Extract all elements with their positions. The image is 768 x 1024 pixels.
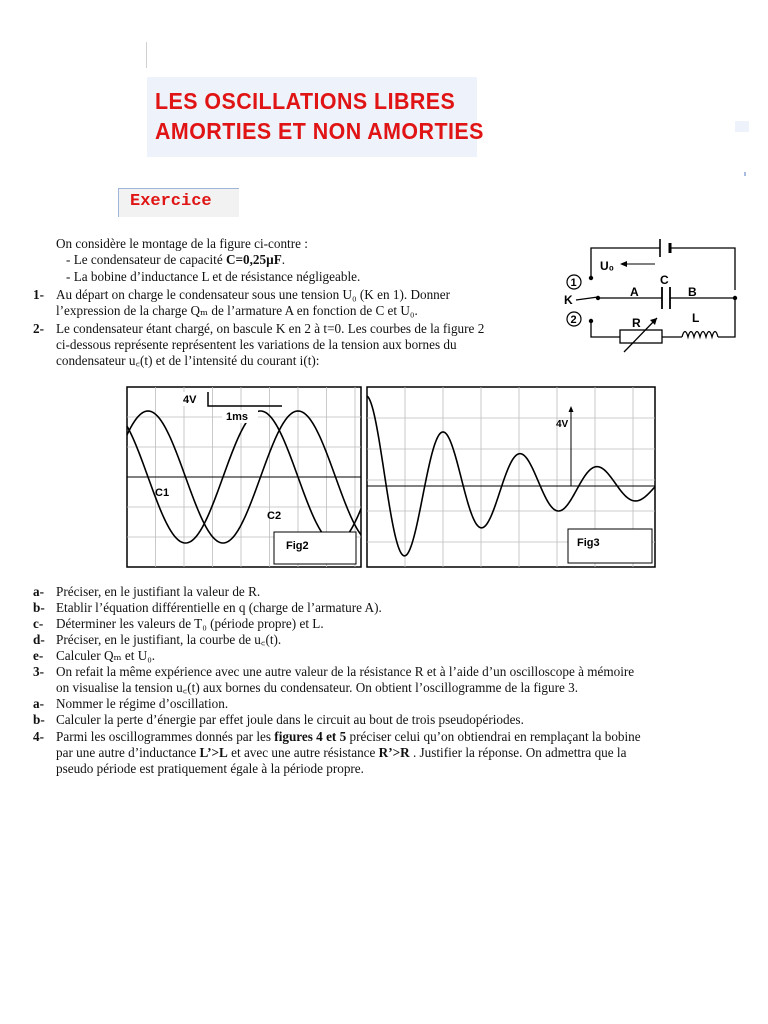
q2c-text: Déterminer les valeurs de T₀ (période propre) et L.: [56, 616, 324, 631]
q3-line-1: On refait la même expérience avec une autre valeur de la résistance R et à l’aide d’un oscilloscope à mémoire: [56, 664, 635, 679]
q4-line-1: Parmi les oscillogrammes donnés par les figures 4 et 5 préciser celui qu’on obtiendrai en remplaçant la bobine: [56, 729, 641, 744]
intro-item-capacitor: - Le condensateur de capacité C=0,25µF.: [66, 252, 286, 267]
q1-line-2: l’expression de la charge Qₘ de l’armature A en fonction de C et U₀.: [56, 303, 418, 318]
decor-block: [735, 121, 749, 132]
q4-line-3: pseudo période est pratiquement égale à la période propre.: [56, 761, 364, 776]
circuit-label-a: A: [630, 285, 639, 299]
circuit-label-c: C: [660, 273, 669, 287]
q2a-number: a-: [33, 584, 44, 599]
q2b-text: Etablir l’équation différentielle en q (charge de l’armature A).: [56, 600, 382, 615]
fig2-label: Fig2: [286, 540, 309, 552]
title-line-2: AMORTIES ET NON AMORTIES: [155, 118, 484, 144]
q4-number: 4-: [33, 729, 44, 744]
circuit-label-b: B: [688, 285, 697, 299]
fig3-scale-volt: 4V: [556, 419, 569, 430]
q3-number: 3-: [33, 664, 44, 679]
q2-line-2: ci-dessous représente représentent les variations de la tension aux bornes du: [56, 337, 457, 352]
circuit-label-k: K: [564, 293, 573, 307]
q1-number: 1-: [33, 287, 44, 302]
q2-line-1: Le condensateur étant chargé, on bascule K en 2 à t=0. Les courbes de la figure 2: [56, 321, 485, 336]
margin-line: [146, 42, 147, 68]
q2a-text: Préciser, en le justifiant la valeur de R.: [56, 584, 261, 599]
circuit-label-r: R: [632, 316, 641, 330]
q2c-number: c-: [33, 616, 44, 631]
circuit-label-pos2: 2: [570, 314, 577, 326]
decor-tick: [744, 172, 746, 176]
q3a-number: a-: [33, 696, 44, 711]
q3b-number: b-: [33, 712, 45, 727]
q3b-text: Calculer la perte d’énergie par effet joule dans le circuit au bout de trois pseudopériodes.: [56, 712, 524, 727]
circuit-diagram: [560, 234, 745, 370]
q1-line-1: Au départ on charge le condensateur sous une tension U₀ (K en 1). Donner: [56, 287, 451, 302]
title-line-1: LES OSCILLATIONS LIBRES: [155, 88, 456, 114]
figure-2-oscillogram: [126, 386, 362, 568]
q3a-text: Nommer le régime d’oscillation.: [56, 696, 229, 711]
exercise-label: Exercice: [130, 192, 212, 211]
q2-line-3: condensateur u꜀(t) et de l’intensité du courant i(t):: [56, 353, 320, 368]
fig3-label: Fig3: [577, 537, 600, 549]
q2e-number: e-: [33, 648, 44, 663]
q2d-text: Préciser, en le justifiant, la courbe de u꜀(t).: [56, 632, 282, 647]
q2b-number: b-: [33, 600, 45, 615]
q3-line-2: on visualise la tension u꜀(t) aux bornes du condensateur. On obtient l’oscillogramme de la figure 3.: [56, 680, 579, 695]
figure-3-oscillogram: [366, 386, 656, 568]
q2d-number: d-: [33, 632, 45, 647]
fig2-scale-volt: 4V: [183, 394, 197, 406]
circuit-label-u0: U₀: [600, 259, 615, 273]
intro-lead: On considère le montage de la figure ci-contre :: [56, 236, 308, 251]
page-title: [155, 86, 484, 146]
fig2-label-c1: C1: [155, 487, 170, 499]
fig2-scale-time: 1ms: [226, 411, 249, 423]
circuit-label-l: L: [692, 311, 700, 325]
fig2-label-c2: C2: [267, 510, 282, 522]
q4-line-2: par une autre d’inductance L’>L et avec une autre résistance R’>R . Justifier la réponse. On admettra que la: [56, 745, 627, 760]
q2-number: 2-: [33, 321, 44, 336]
q2e-text: Calculer Qₘ et U₀.: [56, 648, 156, 663]
intro-item-coil: - La bobine d’inductance L et de résistance négligeable.: [66, 269, 361, 284]
circuit-label-pos1: 1: [570, 277, 577, 289]
